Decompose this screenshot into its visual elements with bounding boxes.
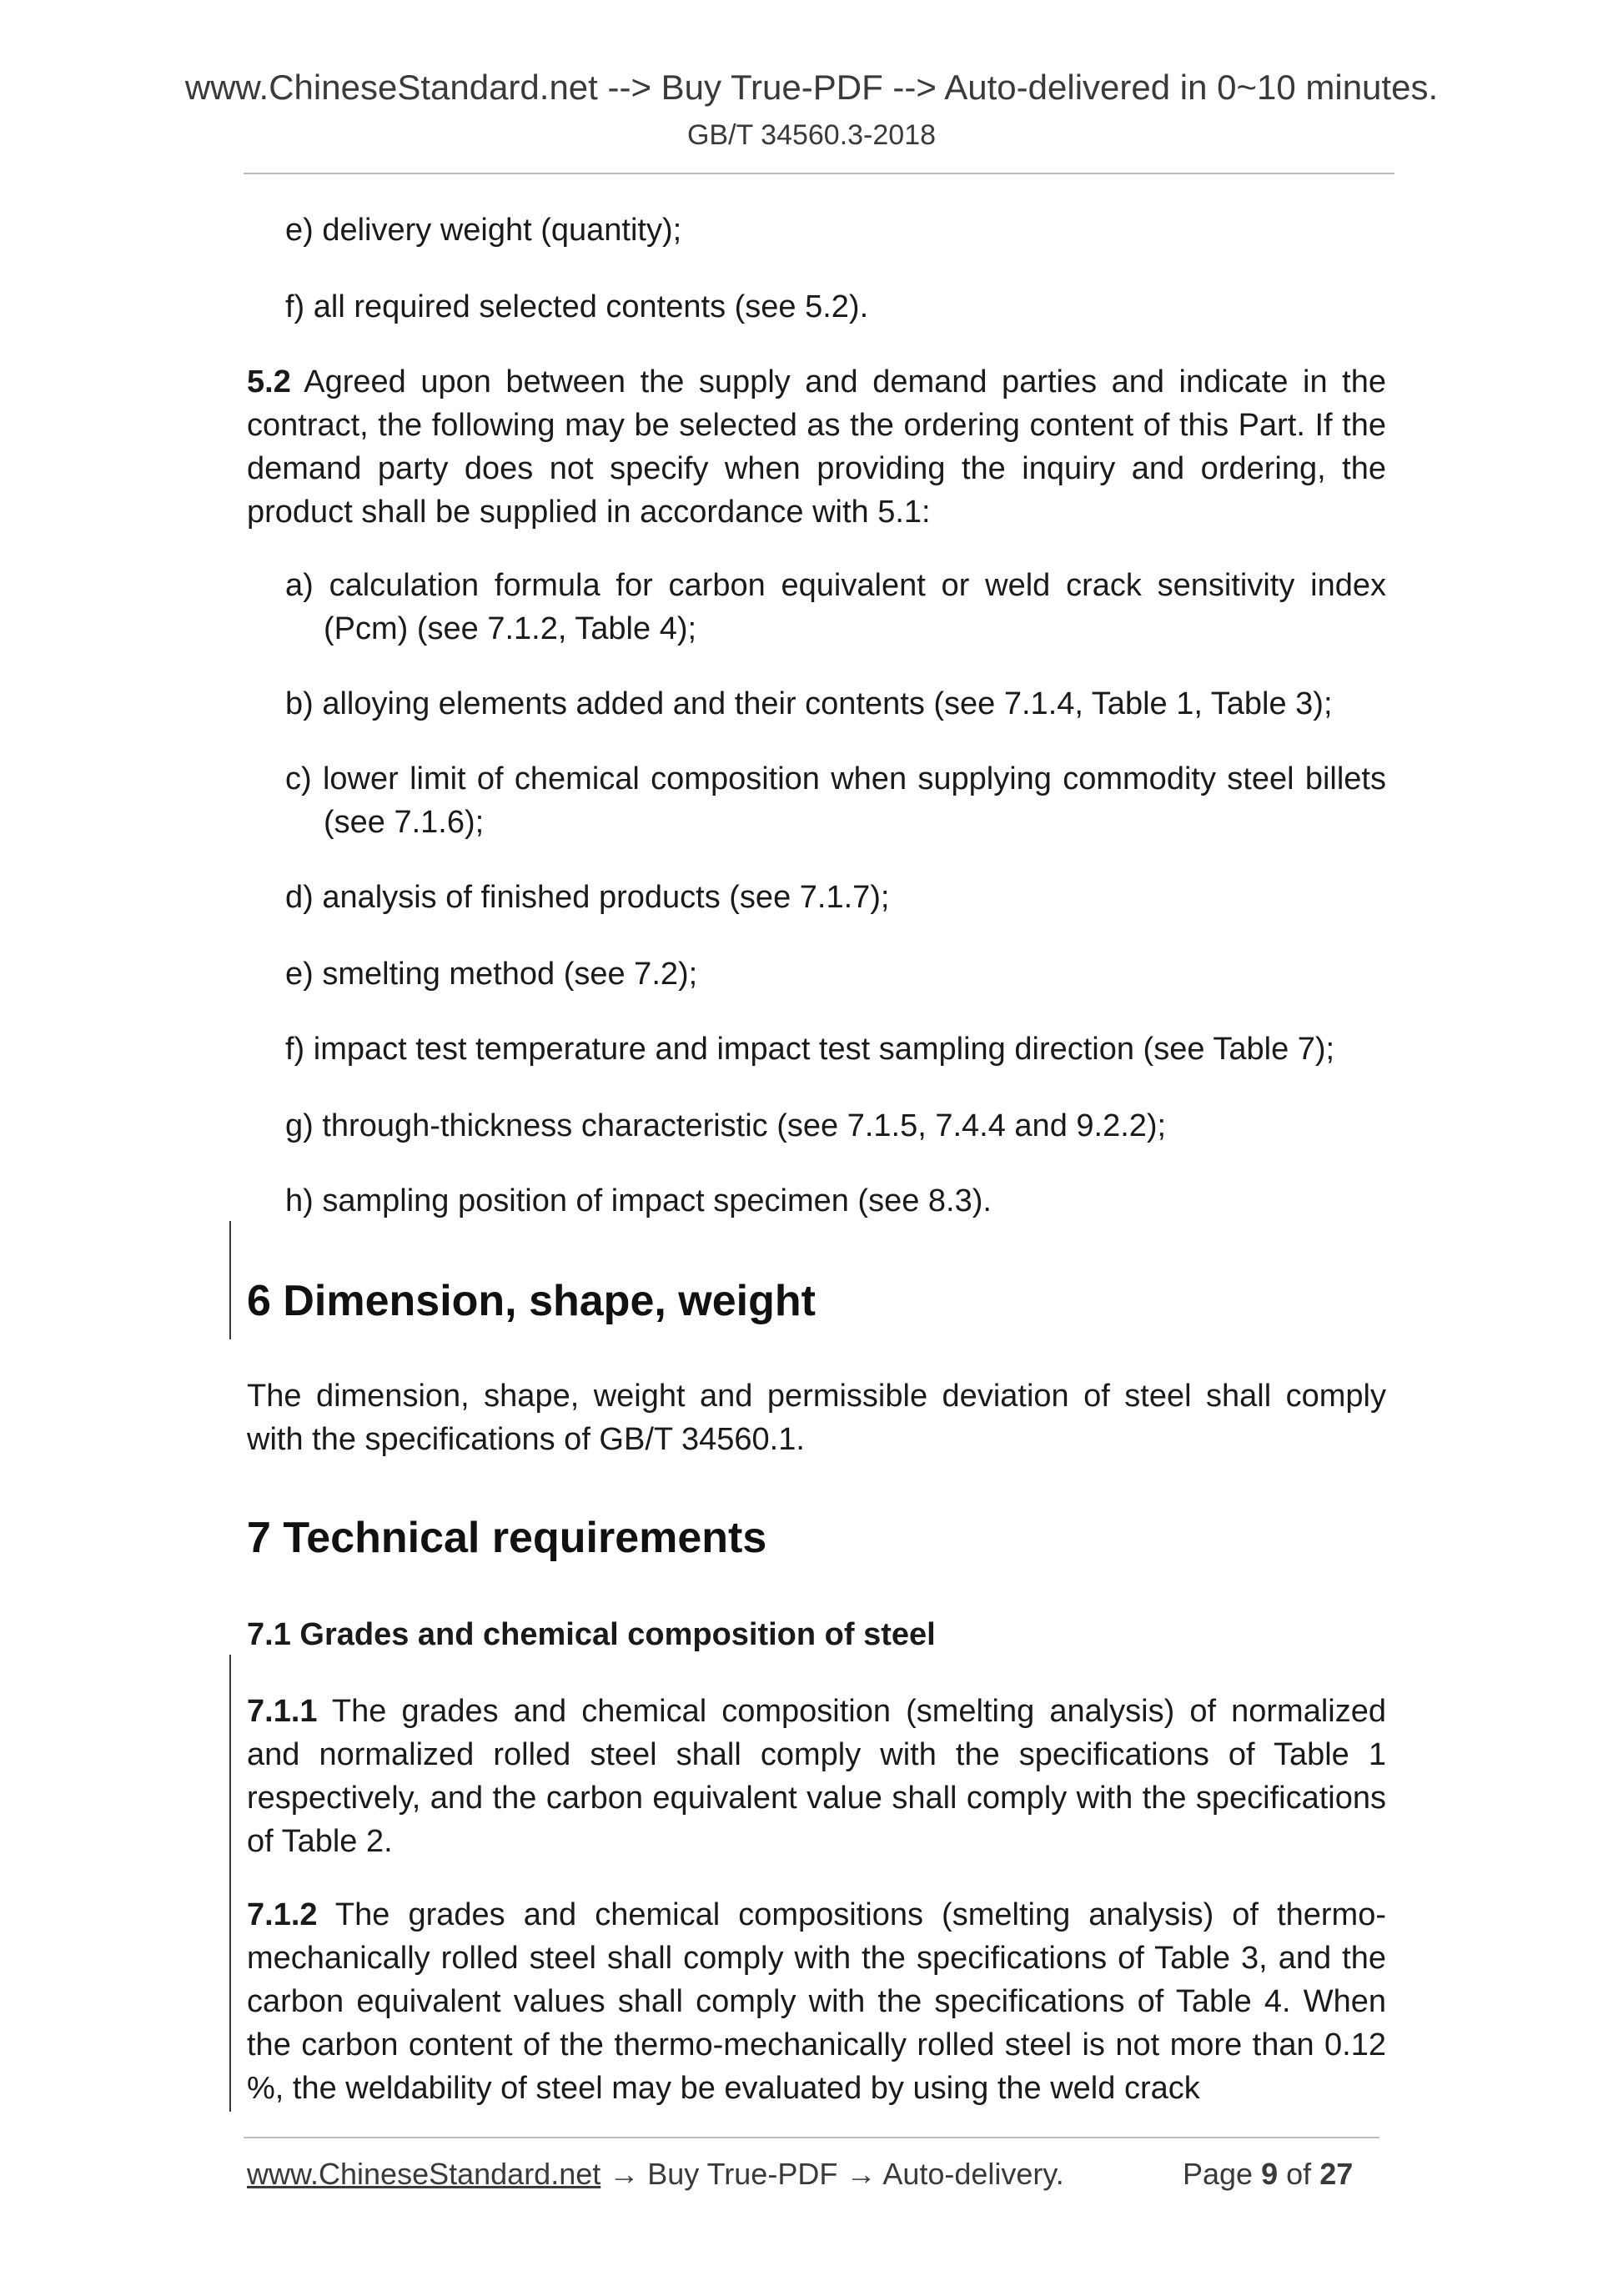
- footer-note: [247, 2156, 1064, 2193]
- page-word: Page: [1183, 2157, 1254, 2191]
- total-pages: 27: [1319, 2157, 1354, 2191]
- list-item: b) alloying elements added and their contents (see 7.1.4, Table 1, Table 3);: [285, 686, 1333, 721]
- list-item: f) impact test temperature and impact test sampling direction (see Table 7);: [285, 1032, 1335, 1067]
- list-item: a) calculation formula for carbon equivalent or weld crack sensitivity index (Pcm) (see 7.1.2, Table 4);: [285, 568, 1386, 646]
- section-heading: 6 Dimension, shape, weight: [247, 1277, 816, 1325]
- clause-text: The grades and chemical composition (smelting analysis) of normalized and normalized rolled steel shall comply with the specifications of Table 1 respectively, and the carbon equivalent value shall comply with the specifications of Table 2.: [247, 1694, 1386, 1859]
- clause-text: Agreed upon between the supply and demand parties and indicate in the contract, the following may be selected as the ordering content of this Part. If the demand party does not specify when providing the inquiry and ordering, the product shall be supplied in accordance with 5.1:: [247, 364, 1386, 530]
- of-word: of: [1286, 2157, 1312, 2191]
- clause-7-1-1: [247, 1690, 1386, 1863]
- clause-5-2: [247, 360, 1386, 534]
- clause-number: 7.1.1: [247, 1694, 318, 1729]
- footer-rule: [244, 2137, 1379, 2138]
- list-item: h) sampling position of impact specimen (see 8.3).: [285, 1183, 992, 1218]
- clause-7-1-2: [247, 1893, 1386, 2110]
- footer-text: → Buy True-PDF → Auto-delivery.: [600, 2157, 1064, 2191]
- footer-link[interactable]: www.ChineseStandard.net: [247, 2157, 601, 2191]
- clause-number: 7.1.2: [247, 1897, 318, 1932]
- list-item: g) through-thickness characteristic (see 7.1.5, 7.4.4 and 9.2.2);: [285, 1108, 1167, 1143]
- header-rule: [244, 173, 1394, 174]
- clause-text: The grades and chemical compositions (smelting analysis) of thermo-mechanically rolled steel shall comply with the specifications of Table 3, and the carbon equivalent values shall comply with the specifications of Table 4. When the carbon content of the thermo-mechanically rolled steel is not more than 0.12 %, the weldability of steel may be evaluated by using the weld crack: [247, 1897, 1386, 2106]
- change-bar: [229, 1221, 231, 1339]
- clause-number: 5.2: [247, 364, 291, 399]
- section-heading: 7 Technical requirements: [247, 1514, 767, 1562]
- page-number: 9: [1261, 2157, 1279, 2191]
- list-item: f) all required selected contents (see 5.2).: [285, 289, 869, 324]
- list-item: e) delivery weight (quantity);: [285, 213, 682, 248]
- change-bar: [229, 1655, 231, 2112]
- standard-code: GB/T 34560.3-2018: [686, 119, 937, 151]
- paragraph: The dimension, shape, weight and permissible deviation of steel shall comply with the specifications of GB/T 34560.1.: [247, 1379, 1386, 1457]
- page-indicator: [1183, 2156, 1353, 2193]
- page-banner: www.ChineseStandard.net --> Buy True-PDF --> Auto-delivered in 0~10 minutes.: [184, 68, 1439, 107]
- subsection-heading: 7.1 Grades and chemical composition of steel: [247, 1617, 936, 1652]
- list-item: d) analysis of finished products (see 7.1.7);: [285, 880, 890, 915]
- list-item: e) smelting method (see 7.2);: [285, 957, 698, 992]
- list-item: c) lower limit of chemical composition when supplying commodity steel billets (see 7.1.6);: [285, 761, 1386, 840]
